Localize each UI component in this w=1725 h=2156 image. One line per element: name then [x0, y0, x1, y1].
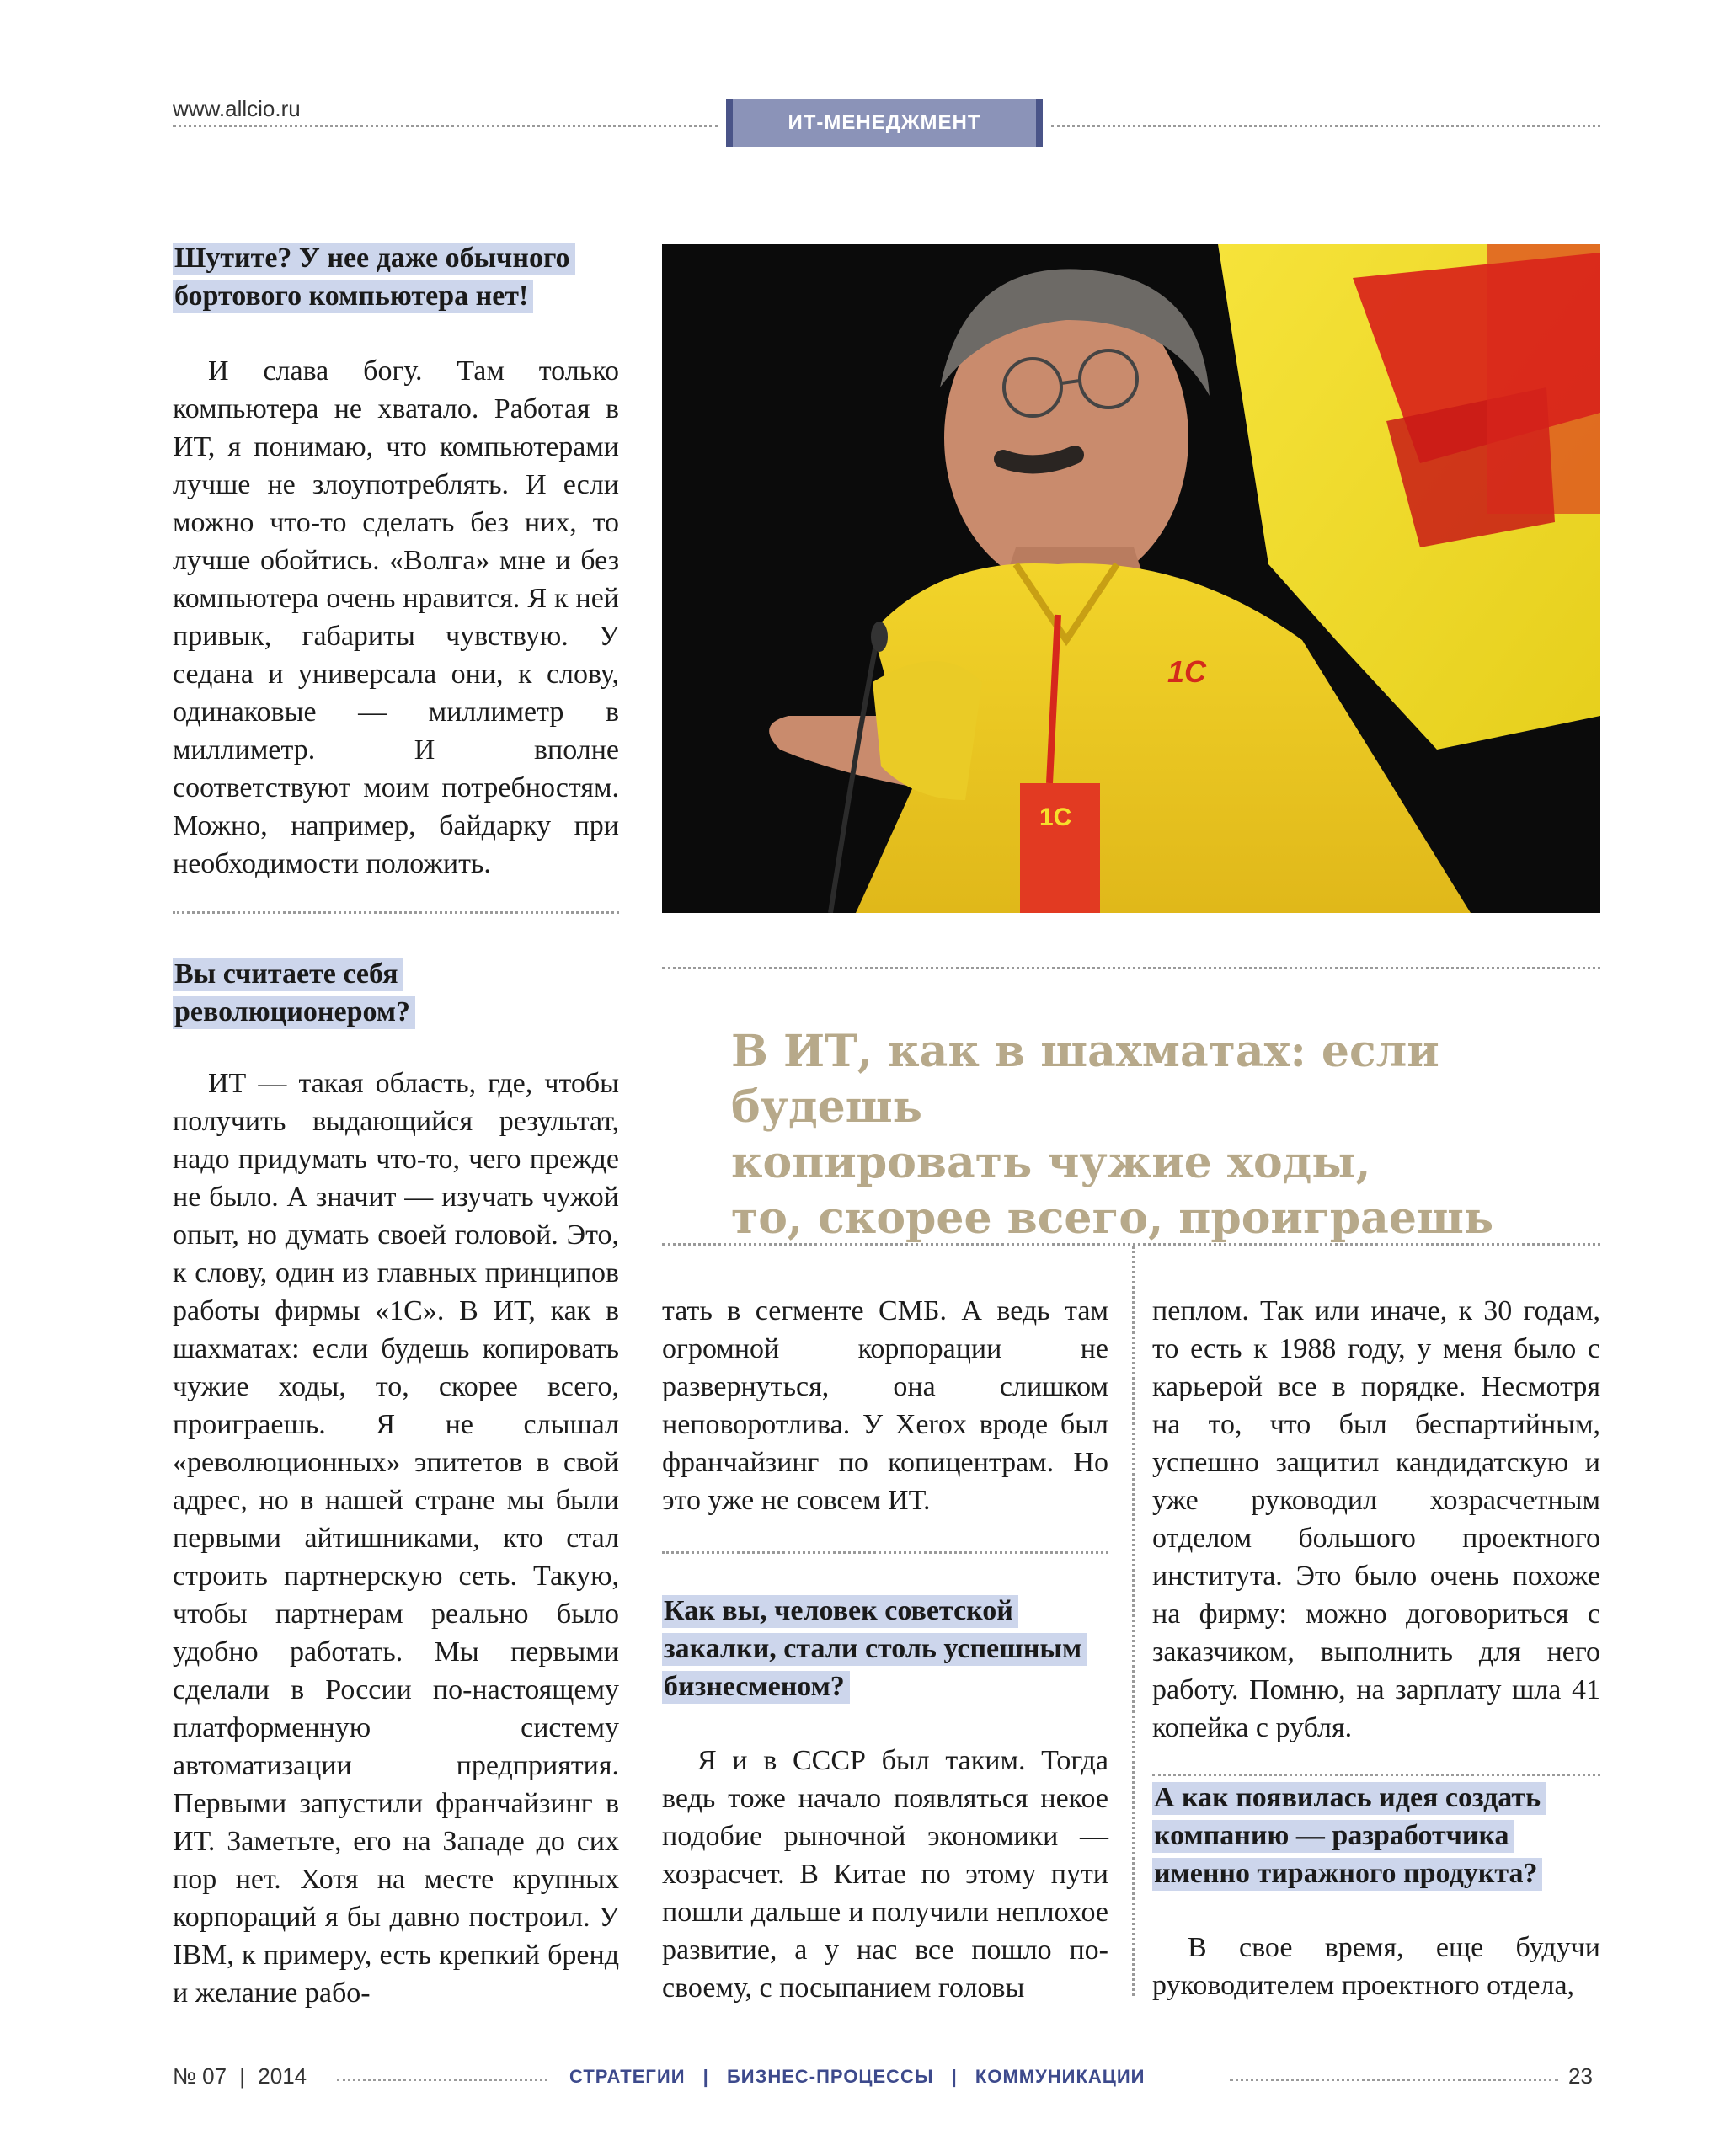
answer-continuation: пеплом. Так или иначе, к 30 годам, то есть к 1988 году, у меня было с карьерой все в порядке. Несмотря на то, что был беспартийным, успешно защитил кандидатскую и уже руководил хозрасчетным отделом большого проектного института. Это было очень похоже на фирму: можно договориться с заказчиком, выполнить для него работу. Помню, на зарплату шла 41 копейка с рубля. — [1152, 1295, 1600, 1743]
answer-continuation: тать в сегменте СМБ. А ведь там огромной корпорации не развернуться, она слишком неповоротлива. У Xerox вроде был франчайзинг по копицентрам. Но это уже не совсем ИТ. — [662, 1295, 1108, 1516]
question-text: А как появилась идея создать компанию — разработчика именно тиражного продукта? — [1152, 1782, 1546, 1891]
badge-logo: 1С — [1039, 803, 1072, 831]
question-text: Как вы, человек советской закалки, стали столь успешным бизнесменом? — [662, 1595, 1087, 1704]
section-divider — [1152, 1774, 1600, 1776]
footer-divider-right — [1230, 2079, 1558, 2081]
question-text: Вы считаете себя революционером? — [173, 958, 415, 1029]
site-url: www.allcio.ru — [173, 96, 301, 121]
answer-paragraph: В свое время, еще будучи руководителем проектного отдела, — [1152, 1932, 1600, 2001]
section-divider — [662, 1551, 1108, 1554]
section-divider — [173, 911, 619, 914]
speaker-photo-illustration — [662, 244, 1600, 913]
header-divider-right — [1051, 125, 1600, 127]
pull-quote — [731, 1024, 1573, 1246]
pull-quote-line: то, скорее всего, проиграешь — [731, 1193, 1494, 1244]
issue-year: 2014 — [258, 2063, 307, 2089]
question-heading — [173, 955, 619, 1031]
question-heading — [173, 239, 619, 315]
question-text: Шутите? У нее даже обычного бортового компьютера нет! — [173, 243, 575, 313]
footer-nav — [569, 2066, 1146, 2088]
nav-separator: | — [951, 2066, 958, 2087]
issue-separator: | — [239, 2063, 246, 2089]
answer-paragraph: И слава богу. Там только компьютера не хватало. Работая в ИТ, я понимаю, что компьютерами лучше не злоупотреблять. И если можно что-то сделать без них, то лучше обойтись. «Волга» мне и без компьютера очень нравится. Я к ней привык, габариты чувствую. У седана и универсала они, к слову, одинаковые — миллиметр в миллиметр. И вполне соответствуют моим потребностям. Можно, например, байдарку при необходимости положить. — [173, 355, 619, 879]
nav-separator: | — [702, 2066, 709, 2087]
footer-divider-left — [337, 2079, 547, 2081]
nav-business-processes[interactable]: БИЗНЕС-ПРОЦЕССЫ — [726, 2066, 934, 2087]
interview-photo — [662, 244, 1600, 913]
nav-strategies[interactable]: СТРАТЕГИИ — [569, 2066, 686, 2087]
pullquote-divider-top — [662, 967, 1600, 969]
pull-quote-line: копировать чужие ходы, — [731, 1137, 1371, 1188]
header-divider-left — [173, 125, 718, 127]
nav-communications[interactable]: КОММУНИКАЦИИ — [975, 2066, 1146, 2087]
issue-number: № 07 — [173, 2063, 227, 2089]
rubric-label: ИТ-МЕНЕДЖМЕНТ — [726, 99, 1043, 147]
answer-paragraph: Я и в СССР был таким. Тогда ведь тоже начало появляться некое подобие рыночной экономики — хозрасчет. В Китае по этому пути пошли дальше и получили неплохое развитие, а у нас все пошло по-своему, с посыпанием головы — [662, 1745, 1108, 2004]
answer-paragraph: ИТ — такая область, где, чтобы получить выдающийся результат, надо придумать что-то, чего прежде не было. А значит — изучать чужой опыт, но думать своей головой. Это, к слову, один из главных принципов работы фирмы «1С». В ИТ, как в шахматах: если будешь копировать чужие ходы, то, скорее всего, проиграешь. Я не слышал «революционных» эпитетов в свой адрес, но в нашей стране мы были первыми айтишниками, кто стал строить партнерскую сеть. Такую, чтобы партнерам реально было удобно работать. Мы первыми сделали в России по-настоящему платформенную систему автоматизации предприятия. Первыми запустили франчайзинг в ИТ. Заметьте, его на Западе до сих пор нет. Хотя на месте крупных корпораций я бы давно построил. У IBM, к примеру, есть крепкий бренд и желание рабо- — [173, 1068, 619, 2009]
page-number: 23 — [1568, 2063, 1593, 2089]
issue-info — [173, 2063, 307, 2089]
question-heading — [1152, 1779, 1600, 1892]
pull-quote-line: В ИТ, как в шахматах: если будешь — [731, 1026, 1439, 1133]
column-divider — [1132, 1246, 1135, 1996]
question-heading — [662, 1592, 1108, 1705]
pullquote-divider-bottom — [662, 1243, 1600, 1246]
shirt-logo: 1С — [1167, 654, 1207, 689]
